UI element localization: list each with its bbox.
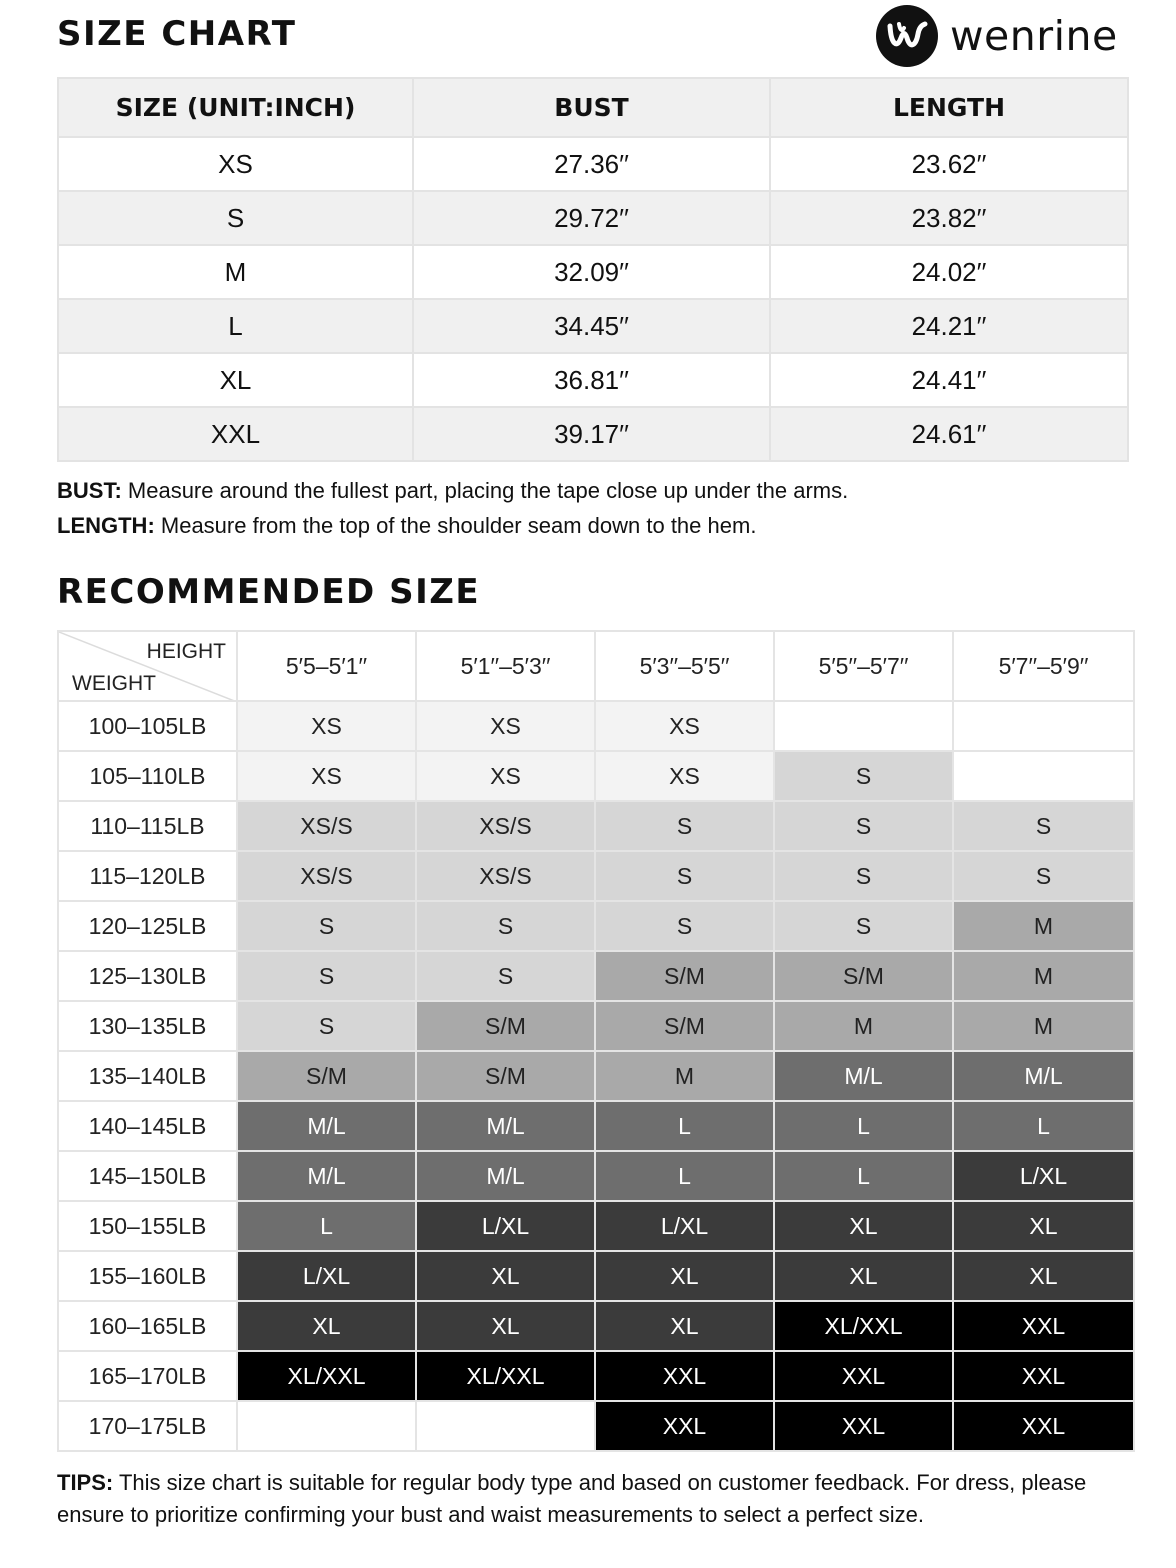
recommended-size-cell: XXL [774, 1401, 953, 1451]
recommended-size-cell: S/M [595, 951, 774, 1001]
recommended-size-row [58, 1101, 1134, 1151]
recommended-size-cell: M/L [237, 1151, 416, 1201]
bust-note [57, 478, 848, 504]
weight-range-cell: 120–125LB [58, 901, 237, 951]
recommended-size-row [58, 801, 1134, 851]
size-chart-header-cell: LENGTH [770, 78, 1128, 137]
size-chart-cell: XS [58, 137, 413, 191]
recommended-size-cell [774, 701, 953, 751]
recommended-size-cell: M/L [774, 1051, 953, 1101]
recommended-size-row [58, 1251, 1134, 1301]
recommended-size-cell: S [237, 1001, 416, 1051]
recommended-size-cell: XS/S [237, 851, 416, 901]
recommended-size-cell: XXL [953, 1401, 1134, 1451]
length-note [57, 513, 756, 539]
recommended-size-row [58, 1301, 1134, 1351]
recommended-size-cell: S/M [416, 1051, 595, 1101]
recommended-size-row [58, 701, 1134, 751]
recommended-size-cell: XXL [953, 1351, 1134, 1401]
size-chart-row [58, 191, 1128, 245]
size-chart-cell: 27.36′′ [413, 137, 770, 191]
recommended-size-cell: L/XL [416, 1201, 595, 1251]
recommended-size-cell: XXL [595, 1351, 774, 1401]
weight-axis-label: WEIGHT [72, 672, 156, 695]
recommended-size-cell: XL [953, 1201, 1134, 1251]
recommended-size-cell: XL [774, 1251, 953, 1301]
recommended-size-cell: S [953, 801, 1134, 851]
weight-range-cell: 140–145LB [58, 1101, 237, 1151]
recommended-size-cell: L [774, 1151, 953, 1201]
recommended-size-cell: M/L [237, 1101, 416, 1151]
recommended-size-cell: XS/S [416, 851, 595, 901]
recommended-size-row [58, 1201, 1134, 1251]
size-chart-cell: XXL [58, 407, 413, 461]
recommended-size-cell: S/M [774, 951, 953, 1001]
tips-note [57, 1467, 1137, 1531]
recommended-size-cell [416, 1401, 595, 1451]
recommended-size-cell: L/XL [953, 1151, 1134, 1201]
recommended-size-cell: XL/XXL [237, 1351, 416, 1401]
recommended-size-cell: XS/S [416, 801, 595, 851]
recommended-size-cell: XS [237, 701, 416, 751]
height-header-cell: 5′5′′–5′7′′ [774, 631, 953, 701]
recommended-size-cell [237, 1401, 416, 1451]
recommended-size-cell: XL [953, 1251, 1134, 1301]
recommended-size-row [58, 1401, 1134, 1451]
weight-range-cell: 105–110LB [58, 751, 237, 801]
recommended-size-cell: M [774, 1001, 953, 1051]
height-weight-corner-cell [58, 631, 237, 701]
size-chart-cell: XL [58, 353, 413, 407]
size-chart-cell: 29.72′′ [413, 191, 770, 245]
recommended-size-cell: S/M [237, 1051, 416, 1101]
size-chart-cell: 24.21′′ [770, 299, 1128, 353]
brand-name: wenrine [950, 12, 1118, 60]
size-chart-cell: 32.09′′ [413, 245, 770, 299]
size-chart-cell: 23.62′′ [770, 137, 1128, 191]
weight-range-cell: 130–135LB [58, 1001, 237, 1051]
weight-range-cell: 115–120LB [58, 851, 237, 901]
recommended-size-cell: M/L [416, 1101, 595, 1151]
size-chart-row [58, 137, 1128, 191]
recommended-size-cell: XL/XXL [774, 1301, 953, 1351]
recommended-size-cell: S [774, 751, 953, 801]
recommended-size-cell: L/XL [595, 1201, 774, 1251]
size-chart-header-cell: SIZE (UNIT:INCH) [58, 78, 413, 137]
weight-range-cell: 110–115LB [58, 801, 237, 851]
recommended-size-cell: S [416, 951, 595, 1001]
recommended-size-cell: S [416, 901, 595, 951]
recommended-size-cell: S/M [416, 1001, 595, 1051]
length-note-label: LENGTH: [57, 513, 155, 538]
recommended-size-cell: S/M [595, 1001, 774, 1051]
recommended-size-cell: M/L [416, 1151, 595, 1201]
size-chart-cell: 24.02′′ [770, 245, 1128, 299]
length-note-text: Measure from the top of the shoulder seam down to the hem. [154, 513, 757, 538]
tips-label: TIPS: [57, 1470, 114, 1495]
weight-range-cell: 145–150LB [58, 1151, 237, 1201]
recommended-size-cell [953, 701, 1134, 751]
recommended-size-cell: XS [595, 751, 774, 801]
size-chart-table [57, 77, 1129, 462]
weight-range-cell: 150–155LB [58, 1201, 237, 1251]
weight-range-cell: 160–165LB [58, 1301, 237, 1351]
recommended-size-cell: M [595, 1051, 774, 1101]
recommended-size-row [58, 1051, 1134, 1101]
recommended-size-cell: XL [416, 1301, 595, 1351]
size-chart-cell: 23.82′′ [770, 191, 1128, 245]
recommended-size-cell: L [953, 1101, 1134, 1151]
size-chart-cell: 24.41′′ [770, 353, 1128, 407]
height-header-cell: 5′3′′–5′5′′ [595, 631, 774, 701]
recommended-size-cell: XXL [595, 1401, 774, 1451]
size-chart-row [58, 407, 1128, 461]
recommended-size-row [58, 951, 1134, 1001]
recommended-size-row [58, 1351, 1134, 1401]
recommended-size-cell: XS [416, 751, 595, 801]
recommended-size-cell: XS [595, 701, 774, 751]
weight-range-cell: 170–175LB [58, 1401, 237, 1451]
recommended-size-cell: XL [237, 1301, 416, 1351]
recommended-size-cell: S [953, 851, 1134, 901]
recommended-size-cell: S [774, 901, 953, 951]
size-chart-cell: S [58, 191, 413, 245]
tips-text: This size chart is suitable for regular body type and based on customer feedback. For dress, please ensure to prioritize confirming your bust and waist measurements to select a perfect size. [57, 1470, 1087, 1527]
recommended-size-row [58, 851, 1134, 901]
recommended-size-cell: XXL [953, 1301, 1134, 1351]
recommended-size-cell: XL/XXL [416, 1351, 595, 1401]
recommended-size-cell: S [595, 901, 774, 951]
bust-note-label: BUST: [57, 478, 122, 503]
recommended-size-cell: XL [595, 1251, 774, 1301]
recommended-size-cell: XS/S [237, 801, 416, 851]
recommended-size-cell: M [953, 901, 1134, 951]
size-chart-row [58, 353, 1128, 407]
recommended-size-cell: L [595, 1101, 774, 1151]
recommended-size-cell: XS [416, 701, 595, 751]
recommended-size-row [58, 1001, 1134, 1051]
height-header-row [58, 631, 1134, 701]
bust-note-text: Measure around the fullest part, placing the tape close up under the arms. [121, 478, 849, 503]
size-chart-cell: 34.45′′ [413, 299, 770, 353]
recommended-size-table [57, 630, 1135, 1452]
weight-range-cell: 125–130LB [58, 951, 237, 1001]
brand-logo [876, 6, 1118, 66]
size-chart-cell: M [58, 245, 413, 299]
size-chart-header-row [58, 78, 1128, 137]
recommended-size-cell: L [595, 1151, 774, 1201]
wenrine-logo-icon [876, 5, 938, 67]
weight-range-cell: 155–160LB [58, 1251, 237, 1301]
recommended-size-cell: S [595, 851, 774, 901]
recommended-size-cell [953, 751, 1134, 801]
size-chart-row [58, 245, 1128, 299]
recommended-size-row [58, 751, 1134, 801]
weight-range-cell: 100–105LB [58, 701, 237, 751]
recommended-size-cell: M/L [953, 1051, 1134, 1101]
weight-range-cell: 165–170LB [58, 1351, 237, 1401]
recommended-size-cell: L [774, 1101, 953, 1151]
recommended-size-cell: S [595, 801, 774, 851]
height-header-cell: 5′1′′–5′3′′ [416, 631, 595, 701]
recommended-size-cell: XL [595, 1301, 774, 1351]
recommended-size-cell: M [953, 1001, 1134, 1051]
recommended-size-title: RECOMMENDED SIZE [57, 572, 481, 612]
recommended-size-cell: M [953, 951, 1134, 1001]
size-chart-row [58, 299, 1128, 353]
height-axis-label: HEIGHT [146, 640, 226, 663]
size-chart-title: SIZE CHART [57, 14, 297, 54]
recommended-size-row [58, 1151, 1134, 1201]
recommended-size-cell: S [774, 851, 953, 901]
weight-range-cell: 135–140LB [58, 1051, 237, 1101]
recommended-size-cell: XXL [774, 1351, 953, 1401]
size-chart-cell: 36.81′′ [413, 353, 770, 407]
size-chart-cell: 24.61′′ [770, 407, 1128, 461]
size-chart-header-cell: BUST [413, 78, 770, 137]
recommended-size-cell: XL [416, 1251, 595, 1301]
recommended-size-cell: L/XL [237, 1251, 416, 1301]
recommended-size-cell: S [237, 901, 416, 951]
size-chart-cell: 39.17′′ [413, 407, 770, 461]
recommended-size-cell: S [774, 801, 953, 851]
recommended-size-row [58, 901, 1134, 951]
recommended-size-cell: L [237, 1201, 416, 1251]
size-chart-cell: L [58, 299, 413, 353]
height-header-cell: 5′5–5′1′′ [237, 631, 416, 701]
recommended-size-cell: XL [774, 1201, 953, 1251]
height-header-cell: 5′7′′–5′9′′ [953, 631, 1134, 701]
recommended-size-cell: S [237, 951, 416, 1001]
recommended-size-cell: XS [237, 751, 416, 801]
